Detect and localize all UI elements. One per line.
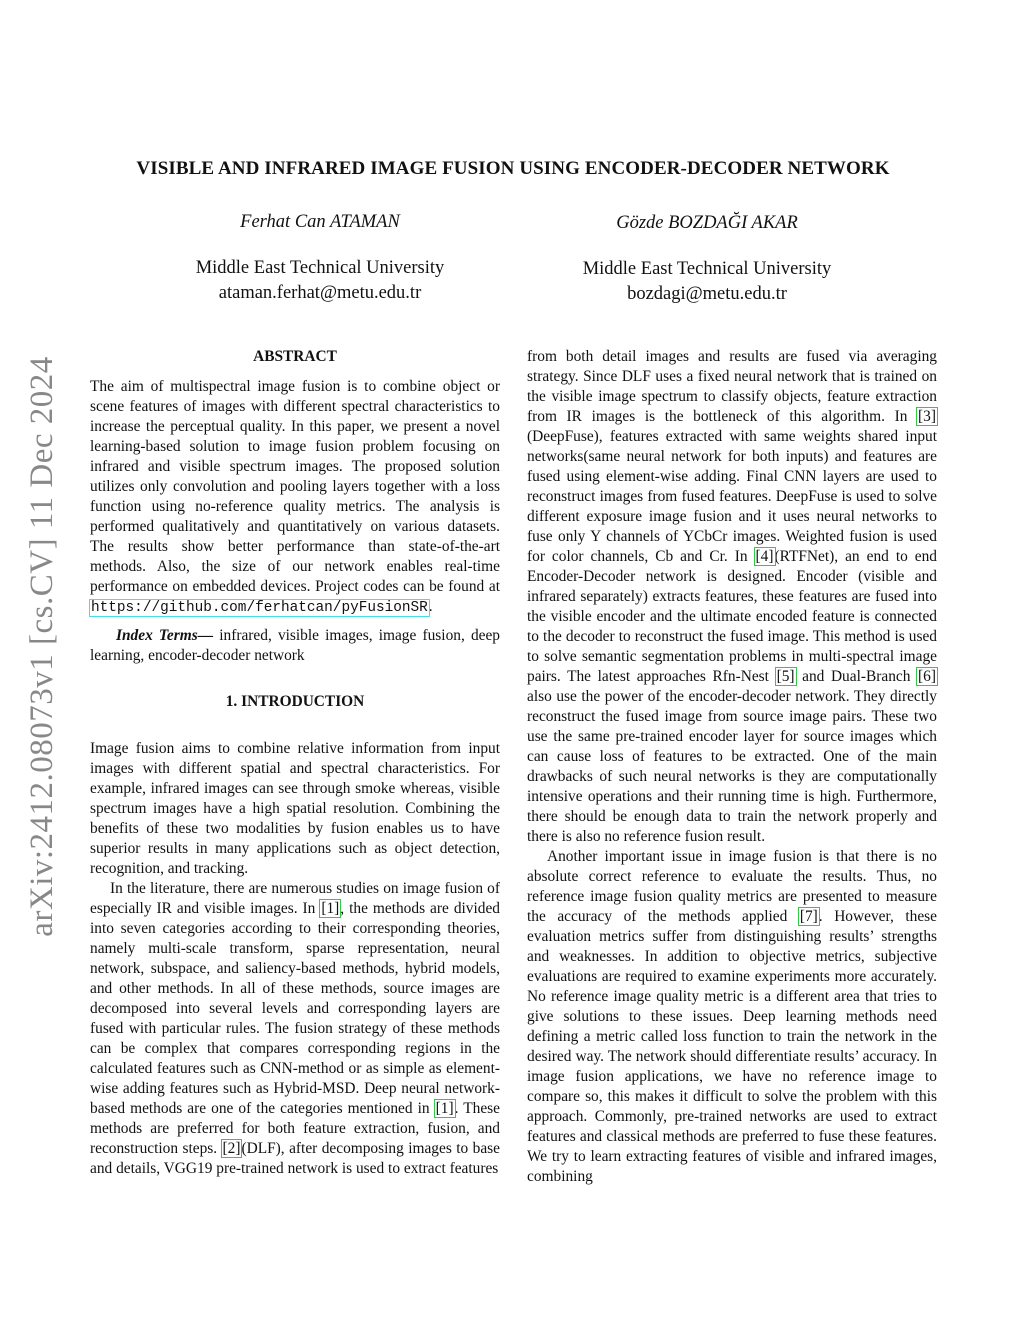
author-affiliation: Middle East Technical University [195, 258, 445, 278]
abstract-text: The aim of multispectral image fusion is to combine object or scene features of images with different spectral characteristics to increase the perceptual quality. In this paper, we present a novel learning-based solution to image fusion problem focusing on infrared and visible spectrum images. The proposed solution utilizes only convolution and pooling layers together with a loss function using no-reference quality metrics. The analysis is performed qualitatively and quantitatively on various datasets. The results show better performance than state-of-the-art methods. Also, the size of our network enables real-time performance on embedded devices. Project codes can be found at https://github.com/ferhatcan/pyFusionSR. [90, 378, 500, 616]
author-affiliation: Middle East Technical University [582, 259, 832, 279]
intro-paragraph-2-continued: from both detail images and results are fused via averaging strategy. Since DLF uses a fixed neural network that is trained on the visible image spectrum to classify objects, feature extraction from IR images is the bottleneck of this algorithm. In [3](DeepFuse), features extracted with same weights shared input networks(same neural network for both inputs) and features are fused using element-wise adding. Final CNN layers are used to reconstruct images from fused features. DeepFuse is used to solve different exposure image fusion and it uses neural networks to fuse only Y channels of YCbCr images. Weighted fusion is used for color channels, Cb and Cr. In [4](RTFNet), an end to end Encoder-Decoder network is designed. Encoder (visible and infrared separately) extracts features, these features are fused into the visible encoder and the ultimate encoded feature is connected to the decoder to reconstruct the fused image. This method is used to solve semantic segmentation problems in multi-spectral image pairs. The latest approaches Rfn-Nest [5] and Dual-Branch [6] also use the power of the encoder-decoder network. They directly reconstruct the fused image from source image pairs. These two use the same pre-trained encoder layer for source images which can cause loss of features to be extracted. One of the main drawbacks of such neural networks is they are computationally intensive operations and their running time is high. Furthermore, there should be enough data to train the network properly and there is also no reference fusion result. [527, 348, 937, 845]
paper-title: VISIBLE AND INFRARED IMAGE FUSION USING ENCODER-DECODER NETWORK [136, 158, 890, 179]
author-email: bozdagi@metu.edu.tr [627, 284, 787, 304]
author-block-1 [150, 210, 490, 306]
citation-link[interactable]: [3] [918, 408, 936, 425]
abstract-heading: ABSTRACT [253, 348, 337, 365]
citation-link[interactable]: [7] [799, 908, 818, 925]
citation-link[interactable]: [4] [755, 548, 774, 565]
introduction-heading: 1. INTRODUCTION [225, 693, 365, 710]
intro-paragraph-2: In the literature, there are numerous studies on image fusion of especially IR and visible images. In [1], the methods are divided into seven categories according to their corresponding theories, namely multi-scale transform, sparse representation, neural network, subspace, and saliency-based methods, hybrid models, and other methods. In all of these methods, source images are decomposed into several levels and corresponding layers are fused with particular rules. The fusion strategy of these methods can be complex that compares corresponding regions in the calculated features such as CNN-method or as simple as element-wise adding features such as Hybrid-MSD. Deep neural network-based methods are one of the categories mentioned in [1]. These methods are preferred for both feature extraction, fusion, and reconstruction steps. [2](DLF), after decomposing images to base and details, VGG19 pre-trained network is used to extract features [90, 880, 500, 1177]
index-terms [90, 626, 500, 666]
citation-link[interactable]: [1] [435, 1100, 454, 1117]
citation-link[interactable]: [5] [776, 668, 795, 685]
project-code-link[interactable]: https://github.com/ferhatcan/pyFusionSR [91, 600, 428, 616]
citation-link[interactable]: [2] [222, 1140, 241, 1157]
right-column [527, 347, 937, 1187]
intro-paragraph-3: Another important issue in image fusion is that there is no absolute correct reference to evaluate the results. Thus, no reference image fusion quality metrics are presented to measure the accuracy of the methods applied [7]. However, these evaluation metrics suffer from distinguishing results’ strengths and weaknesses. In addition to objective metrics, subjective evaluations are required to examine experiments more accurately. No reference image quality metric is a different area that tries to give solutions to these issues. Deep learning methods need defining a metric called loss function to train the network in the desired way. The network should differentiate results’ accuracy. In image fusion applications, we have no reference image to compare so, this makes it difficult to solve the problem with this approach. Commonly, pre-trained networks are used to extract features and classical methods are preferred to fuse these features. We try to learn extracting features of visible and infrared images, combining [527, 848, 937, 1185]
author-email: ataman.ferhat@metu.edu.tr [218, 283, 422, 303]
author-block-2 [537, 211, 877, 307]
intro-paragraph-1: Image fusion aims to combine relative information from input images with different spatial and spectral characteristics. For example, infrared images can see through smoke whereas, visible spectrum images have a high spatial resolution. Combining the benefits of these two modalities by fusion enables us to have superior results in many applications such as object detection, recognition, and tracking. [90, 740, 500, 877]
arxiv-identifier-text: arXiv:2412.08073v1 [cs.CV] 11 Dec 2024 [23, 355, 60, 937]
arxiv-identifier [6, 350, 78, 942]
author-name: Gözde BOZDAĞI AKAR [616, 213, 798, 233]
index-terms-label: Index Terms— [116, 627, 214, 644]
index-terms-text: infrared, visible images, image fusion, deep learning, encoder-decoder network [90, 627, 501, 664]
citation-link[interactable]: [1] [321, 900, 340, 917]
citation-link[interactable]: [6] [918, 668, 936, 685]
left-column [90, 347, 500, 1179]
author-name: Ferhat Can ATAMAN [240, 212, 400, 232]
